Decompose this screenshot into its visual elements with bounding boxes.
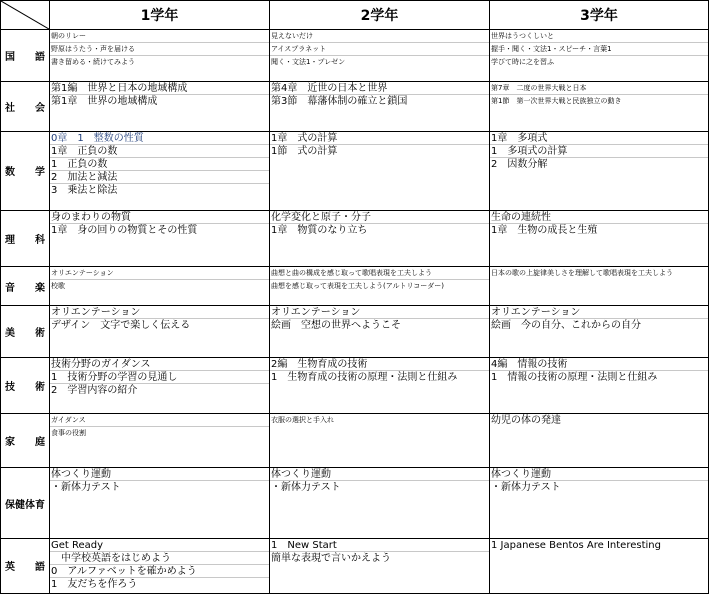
content-cell-g2 — [270, 358, 490, 414]
content-line: 曲想と曲の構成を感じ取って歌唱表現を工夫しよう — [270, 267, 489, 280]
content-line: オリエンテーション — [50, 267, 269, 280]
content-line: Get Ready — [50, 539, 269, 552]
subject-name — [5, 99, 45, 114]
subject-char: 科 — [35, 234, 45, 246]
subject-char: 楽 — [35, 282, 45, 294]
content-line: 1 Japanese Bentos Are Interesting — [491, 539, 661, 551]
content-line: 1章 身の回りの物質とその性質 — [51, 224, 198, 236]
content-cell-g1 — [50, 414, 270, 468]
header-grade-1: 1学年 — [50, 1, 270, 30]
content-cell-g3 — [490, 266, 709, 305]
content-cell-g2 — [270, 131, 490, 210]
content-cell-g3 — [490, 414, 709, 468]
content-line: 体つくり運動 — [270, 468, 489, 481]
subject-name — [5, 324, 45, 339]
subject-char: 家 — [5, 437, 15, 449]
subject-row — [1, 538, 709, 593]
content-cell-g1 — [50, 358, 270, 414]
content-line: 生命の連続性 — [490, 211, 708, 224]
content-line: アイスプラネット — [270, 43, 489, 56]
content-cell-g1 — [50, 210, 270, 266]
subject-char: 英 — [5, 562, 15, 574]
content-cell-g3 — [490, 538, 709, 593]
subject-cell — [1, 414, 50, 468]
subject-char: 会 — [35, 102, 45, 114]
subject-cell — [1, 306, 50, 358]
subject-char: 美 — [5, 328, 15, 340]
content-line: オリエンテーション — [270, 306, 489, 319]
content-line: 日本の歌の上旋律美しさを理解して歌唱表現を工夫しよう — [491, 268, 673, 277]
content-cell-g1 — [50, 468, 270, 539]
content-line: 絵画 空想の世界へようこそ — [271, 320, 401, 332]
content-line: オリエンテーション — [50, 306, 269, 319]
subject-name — [5, 496, 45, 511]
content-line: 1章 式の計算 — [270, 132, 489, 145]
content-cell-g3 — [490, 131, 709, 210]
content-line: ・新体力テスト — [271, 482, 341, 494]
content-line: 1 生物育成の技術の原理・法則と仕組み — [271, 372, 458, 384]
subject-char: 国 — [5, 52, 15, 64]
subject-char: 術 — [35, 328, 45, 340]
content-line: 3 乗法と除法 — [51, 184, 118, 196]
content-line: 技術分野のガイダンス — [50, 358, 269, 371]
content-line: 1 技術分野の学習の見通し — [50, 371, 269, 384]
content-line: 中学校英語をはじめよう — [50, 552, 269, 565]
content-line: ガイダンス — [50, 414, 269, 427]
content-line: 握手・聞く・文法1・スピーチ・言葉1 — [490, 43, 708, 56]
subject-char: 数 — [5, 167, 15, 179]
content-line: 聞く・文法1・プレゼン — [271, 58, 346, 67]
subject-char: 庭 — [35, 437, 45, 449]
content-line: 第4章 近世の日本と世界 — [270, 82, 489, 95]
content-line: 1章 物質のなり立ち — [271, 224, 368, 236]
subject-cell — [1, 468, 50, 539]
subject-row — [1, 131, 709, 210]
header-grade-3: 3学年 — [490, 1, 709, 30]
content-line: 見えないだけ — [270, 30, 489, 43]
corner-cell — [1, 1, 50, 30]
content-line: 第1編 世界と日本の地域構成 — [50, 82, 269, 95]
content-cell-g2 — [270, 266, 490, 305]
content-cell-g3 — [490, 82, 709, 132]
content-line: 4編 情報の技術 — [490, 358, 708, 371]
subject-cell — [1, 358, 50, 414]
content-cell-g2 — [270, 306, 490, 358]
content-cell-g2 — [270, 82, 490, 132]
subject-name — [5, 279, 45, 294]
subject-cell — [1, 538, 50, 593]
content-line: 絵画 今の自分、これからの自分 — [491, 320, 641, 332]
content-cell-g1 — [50, 131, 270, 210]
content-cell-g2 — [270, 414, 490, 468]
content-line: 野原はうたう・声を届ける — [50, 43, 269, 56]
content-cell-g1 — [50, 266, 270, 305]
subject-name — [5, 433, 45, 448]
content-cell-g3 — [490, 30, 709, 82]
content-line: 1章 多項式 — [490, 132, 708, 145]
content-line: 2 因数分解 — [491, 158, 548, 170]
content-cell-g1 — [50, 538, 270, 593]
content-cell-g1 — [50, 30, 270, 82]
subject-name — [5, 558, 45, 573]
subject-cell — [1, 82, 50, 132]
content-cell-g2 — [270, 468, 490, 539]
subject-char: 音 — [5, 282, 15, 294]
subject-name — [5, 231, 45, 246]
content-line: 曲想を感じ取って表現を工夫しよう(アルトリコーダー) — [271, 281, 445, 290]
content-line: 第1章 世界の地域構成 — [51, 96, 158, 107]
content-line: オリエンテーション — [490, 306, 708, 319]
subject-name — [5, 378, 45, 393]
content-line: 0章 1 整数の性質 — [50, 132, 269, 145]
subject-row — [1, 306, 709, 358]
content-line: 2 学習内容の紹介 — [51, 385, 138, 397]
content-cell-g2 — [270, 538, 490, 593]
content-cell-g3 — [490, 306, 709, 358]
content-line: 第1節 第一次世界大戦と民族独立の動き — [491, 97, 622, 105]
content-line: 2編 生物育成の技術 — [270, 358, 489, 371]
content-line: 2 加法と減法 — [50, 171, 269, 184]
content-line: 幼児の体の発達 — [491, 415, 561, 427]
content-cell-g1 — [50, 82, 270, 132]
header-row — [1, 1, 709, 30]
subject-row — [1, 266, 709, 305]
subject-row — [1, 414, 709, 468]
subject-char: 技 — [5, 382, 15, 394]
subject-cell — [1, 131, 50, 210]
subject-char: 語 — [35, 562, 45, 574]
content-line: 1 友だちを作ろう — [51, 578, 138, 590]
content-cell-g3 — [490, 468, 709, 539]
content-cell-g2 — [270, 30, 490, 82]
subject-cell — [1, 210, 50, 266]
content-line: 化学変化と原子・分子 — [270, 211, 489, 224]
subject-row — [1, 210, 709, 266]
subject-char: 社 — [5, 102, 15, 114]
subject-row — [1, 82, 709, 132]
content-line: 学びて時に之を習ふ — [491, 58, 554, 67]
subject-cell — [1, 266, 50, 305]
subject-name — [5, 48, 45, 63]
content-cell-g3 — [490, 358, 709, 414]
subject-cell — [1, 30, 50, 82]
content-line: 書き留める・続けてみよう — [51, 58, 135, 67]
content-line: 1 情報の技術の原理・法則と仕組み — [491, 372, 658, 384]
content-line: 簡単な表現で言いかえよう — [271, 552, 391, 564]
header-grade-2: 2学年 — [270, 1, 490, 30]
content-line: デザイン 文字で楽しく伝える — [51, 320, 191, 332]
content-line: 身のまわりの物質 — [50, 211, 269, 224]
content-cell-g1 — [50, 306, 270, 358]
content-line: 1 正負の数 — [50, 158, 269, 171]
content-line: 1章 生物の成長と生殖 — [491, 224, 598, 236]
content-line: 校歌 — [51, 281, 65, 290]
subject-char: 理 — [5, 234, 15, 246]
subject-char: 学 — [35, 167, 45, 179]
content-line: 1 New Start — [270, 539, 489, 552]
subject-row — [1, 358, 709, 414]
content-line: ・新体力テスト — [51, 482, 121, 494]
content-line: 第3節 幕藩体制の確立と鎖国 — [271, 96, 408, 107]
subject-char: 術 — [35, 382, 45, 394]
subject-char: 保健体育 — [5, 499, 45, 511]
content-line: 朝のリレー — [50, 30, 269, 43]
content-line: 1節 式の計算 — [271, 145, 338, 157]
content-cell-g2 — [270, 210, 490, 266]
diagonal-line — [1, 1, 49, 29]
content-line: 1章 正負の数 — [50, 145, 269, 158]
subject-char: 語 — [35, 52, 45, 64]
subject-row — [1, 468, 709, 539]
subject-name — [5, 163, 45, 178]
content-line: 世界はうつくしいと — [490, 30, 708, 43]
content-line: 0 アルファベットを確かめよう — [50, 565, 269, 578]
content-line: ・新体力テスト — [491, 482, 561, 494]
content-line: 体つくり運動 — [490, 468, 708, 481]
content-cell-g3 — [490, 210, 709, 266]
content-line: 衣服の選択と手入れ — [271, 416, 334, 425]
content-line: 体つくり運動 — [50, 468, 269, 481]
content-line: 食事の役割 — [51, 429, 86, 438]
content-line: 1 多項式の計算 — [490, 145, 708, 158]
subject-row — [1, 30, 709, 82]
content-line: 第7章 二度の世界大戦と日本 — [490, 82, 708, 95]
